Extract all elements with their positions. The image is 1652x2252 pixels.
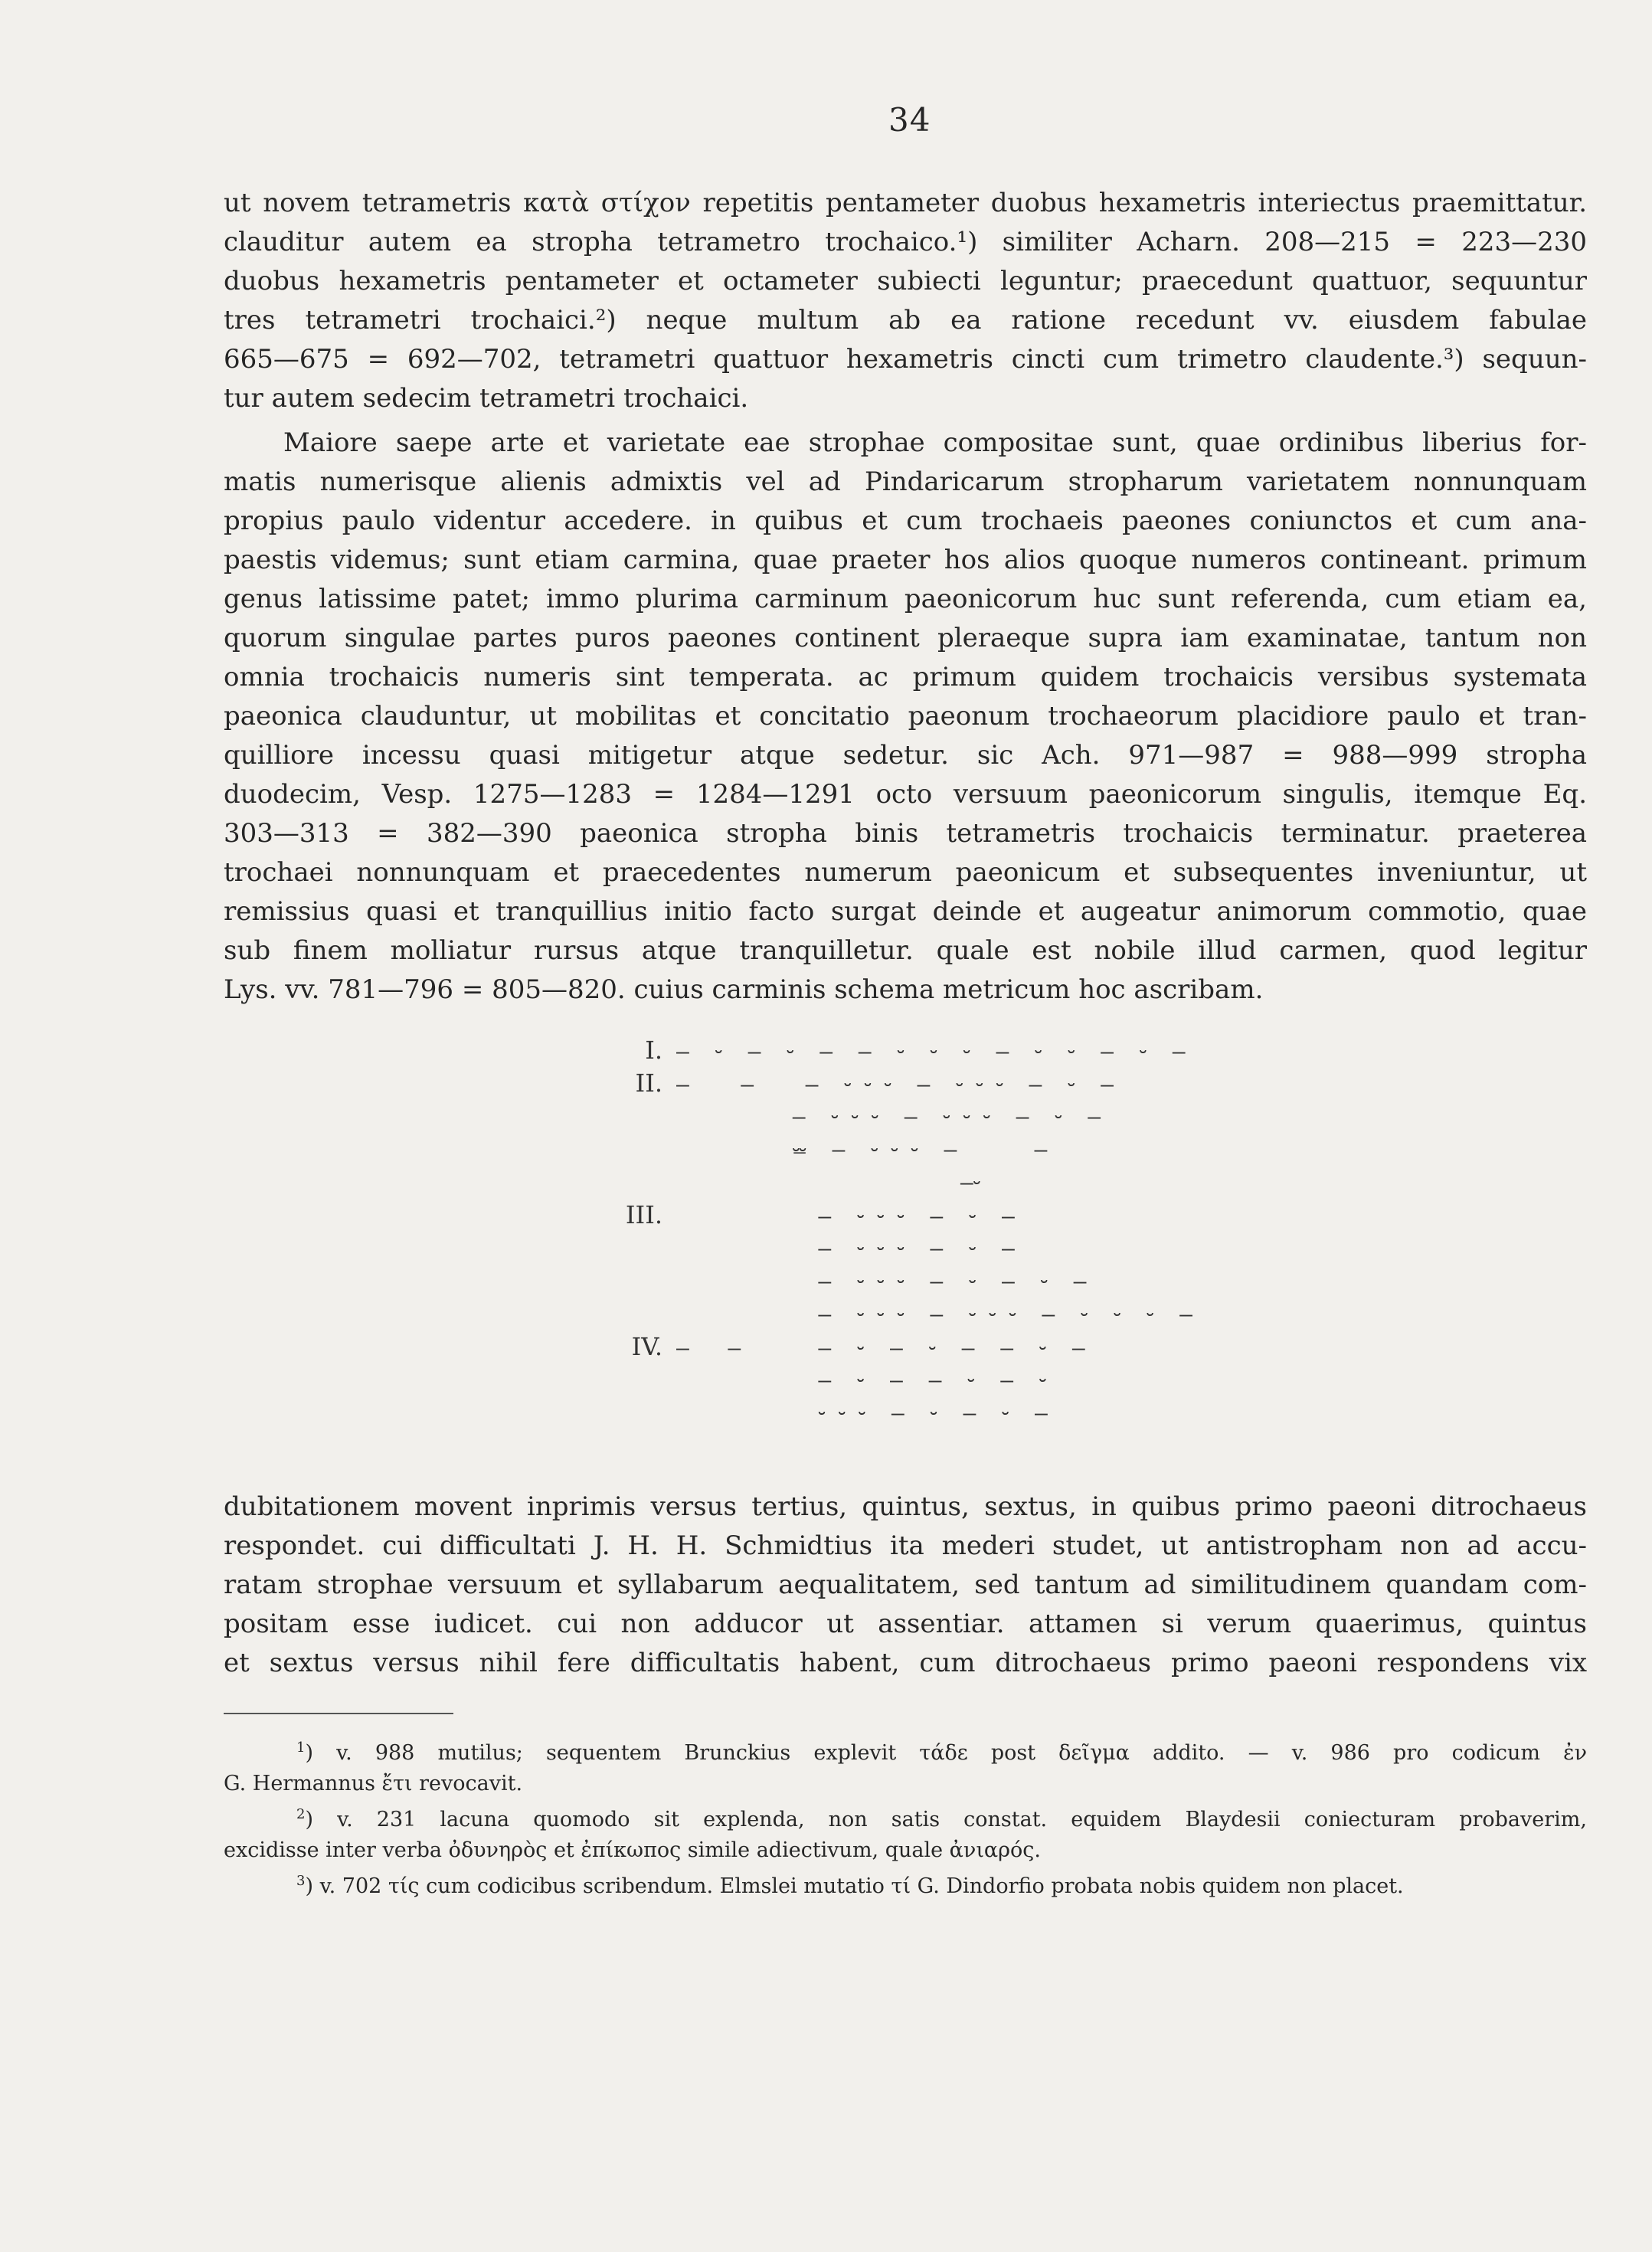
text-line: tres tetrametri trochaici.²) neque multum ab ea ratione recedunt vv. eiusdem fabulae (224, 305, 1587, 336)
text-line: paestis videmus; sunt etiam carmina, quae praeter hos alios quoque numeros contineant. primum (224, 545, 1587, 575)
text-line: duodecim, Vesp. 1275—1283 = 1284—1291 octo versuum paeonicorum singulis, itemque Eq. (224, 779, 1587, 810)
text-line: ut novem tetrametris κατὰ στίχον repetitis pentameter duobus hexametris interiectus praemittatur. (224, 188, 1587, 218)
meter-pattern: ⏕ – ⏑ ⏑ ⏑ – – (676, 1137, 1048, 1162)
scheme-row (609, 1298, 1192, 1331)
footnote-marker: 3 (296, 1873, 306, 1889)
paragraph-2 (224, 424, 1587, 1010)
text-line: et sextus versus nihil fere difficultatis habent, cum ditrochaeus primo paeoni respondens vix (224, 1648, 1587, 1678)
footnote-line: $^2$) v. 231 lacuna quomodo sit explenda, non satis constat. equidem Blaydesii coniecturam probaverim, (296, 1806, 1587, 1831)
text-line: ratam strophae versuum et syllabarum aequalitatem, sed tantum ad similitudinem quandam com- (224, 1570, 1587, 1600)
text-line: matis numerisque alienis admixtis vel ad Pindaricarum stropharum varietatem nonnunquam (224, 466, 1587, 497)
footnote-line: G. Hermannus ἔτι revocavit. (224, 1772, 523, 1795)
meter-pattern: – ⏑ ⏑ ⏑ – ⏑ ⏑ ⏑ – ⏑ ⏑ ⏑ – (676, 1301, 1192, 1327)
text-line: omnia trochaicis numeris sint temperata. ac primum quidem trochaicis versibus systemata (224, 662, 1587, 692)
scheme-row (609, 1363, 1192, 1396)
scheme-row (609, 1133, 1192, 1166)
text-line: sub finem molliatur rursus atque tranquilletur. quale est nobile illud carmen, quod legitur (224, 935, 1587, 966)
text-line: trochaei nonnunquam et praecedentes numerum paeonicum et subsequentes inveniuntur, ut (224, 857, 1587, 888)
strophe-label: II. (635, 1069, 662, 1098)
text-line: paeonica clauduntur, ut mobilitas et concitatio paeonum trochaeorum placidiore paulo et tran- (224, 701, 1587, 732)
footnote-divider (224, 1713, 453, 1714)
paragraph-3 (224, 1488, 1587, 1683)
scheme-row (609, 1265, 1192, 1298)
text-line: Lys. vv. 781—796 = 805—820. cuius carminis schema metricum hoc ascribam. (224, 974, 1264, 1005)
scheme-row (609, 1199, 1192, 1232)
meter-pattern: –⏑ (676, 1170, 981, 1195)
text-line: quilliore incessu quasi mitigetur atque sedetur. sic Ach. 971—987 = 988—999 stropha (224, 740, 1587, 771)
text-line: Maiore saepe arte et varietate eae strophae compositae sunt, quae ordinibus liberius for- (283, 427, 1587, 458)
footnote-line: excidisse inter verba ὀδυνηρὸς et ἐπίκωπος simile adiectivum, quale ἀνιαρός. (224, 1838, 1041, 1862)
footnote-marker: 1 (296, 1740, 306, 1756)
meter-pattern: ⏑ ⏑ ⏑ – ⏑ – ⏑ – (676, 1400, 1048, 1426)
text-line: genus latissime patet; immo plurima carminum paeonicorum huc sunt referenda, cum etiam ea, (224, 584, 1587, 614)
meter-pattern: – ⏑ – ⏑ – – ⏑ ⏑ ⏑ – ⏑ ⏑ – ⏑ – (676, 1039, 1186, 1064)
footnotes (224, 1733, 1587, 1902)
meter-pattern: – ⏑ ⏑ ⏑ – ⏑ – ⏑ – (676, 1268, 1087, 1294)
text-line: duobus hexametris pentameter et octameter subiecti leguntur; praecedunt quattuor, sequuntur (224, 266, 1587, 296)
text-line: 665—675 = 692—702, tetrametri quattuor hexametris cincti cum trimetro claudente.³) sequun- (224, 344, 1587, 375)
footnote-line: $^3$) v. 702 τίς cum codicibus scribendum. Elmslei mutatio τί G. Dindorfio probata nobis quidem non placet. (296, 1873, 1404, 1898)
meter-pattern: – – – ⏑ ⏑ ⏑ – ⏑ ⏑ ⏑ – ⏑ – (676, 1072, 1114, 1097)
metrical-scheme (609, 1034, 1192, 1429)
scheme-row (609, 1232, 1192, 1265)
scheme-row (609, 1166, 1192, 1199)
text-line: dubitationem movent inprimis versus tertius, quintus, sextus, in quibus primo paeoni ditrochaeus (224, 1491, 1587, 1522)
strophe-label: IV. (631, 1332, 662, 1361)
footnote-line: $^1$) v. 988 mutilus; sequentem Brunckius explevit τάδε post δεῖγμα addito. — v. 986 pro codicum ἐν (296, 1740, 1587, 1765)
text-line: clauditur autem ea stropha tetrametro trochaico.¹) similiter Acharn. 208—215 = 223—230 (224, 227, 1587, 257)
text-line: propius paulo videntur accedere. in quibus et cum trochaeis paeones coniunctos et cum ana- (224, 506, 1587, 536)
text-line: quorum singulae partes puros paeones continent pleraeque supra iam examinatae, tantum non (224, 623, 1587, 653)
text-line: 303—313 = 382—390 paeonica stropha binis tetrametris trochaicis terminatur. praeterea (224, 818, 1587, 849)
scheme-row (609, 1034, 1192, 1067)
text-line: tur autem sedecim tetrametri trochaici. (224, 383, 749, 414)
paragraph-1 (224, 184, 1587, 418)
meter-pattern: – – – ⏑ – ⏑ – – ⏑ – (676, 1335, 1085, 1360)
meter-pattern: – ⏑ ⏑ ⏑ – ⏑ ⏑ ⏑ – ⏑ – (676, 1104, 1101, 1129)
meter-pattern: – ⏑ ⏑ ⏑ – ⏑ – (676, 1203, 1015, 1229)
scheme-row (609, 1396, 1192, 1429)
text-line: remissius quasi et tranquillius initio facto surgat deinde et augeatur animorum commotio, quae (224, 896, 1587, 927)
footnote-marker: 2 (296, 1806, 306, 1822)
scheme-row (609, 1100, 1192, 1133)
footnote-text: v. 988 mutilus; sequentem Brunckius explevit τάδε post δεῖγμα addito. — v. 986 pro codicum ἐν (336, 1741, 1587, 1765)
scheme-row (609, 1331, 1192, 1363)
strophe-label: I. (645, 1036, 662, 1065)
meter-pattern: – ⏑ – – ⏑ – ⏑ (676, 1367, 1047, 1393)
scheme-row (609, 1067, 1192, 1100)
page-number: 34 (888, 101, 931, 139)
footnote-text: v. 231 lacuna quomodo sit explenda, non satis constat. equidem Blaydesii coniecturam probaverim, (337, 1808, 1587, 1831)
footnote-text: v. 702 τίς cum codicibus scribendum. Elmslei mutatio τί G. Dindorfio probata nobis quidem non placet. (319, 1874, 1404, 1898)
text-line: positam esse iudicet. cui non adducor ut assentiar. attamen si verum quaerimus, quintus (224, 1609, 1587, 1639)
text-line: respondet. cui difficultati J. H. H. Schmidtius ita mederi studet, ut antistropham non ad accu- (224, 1530, 1587, 1561)
strophe-label: III. (625, 1200, 662, 1229)
meter-pattern: – ⏑ ⏑ ⏑ – ⏑ – (676, 1236, 1015, 1261)
